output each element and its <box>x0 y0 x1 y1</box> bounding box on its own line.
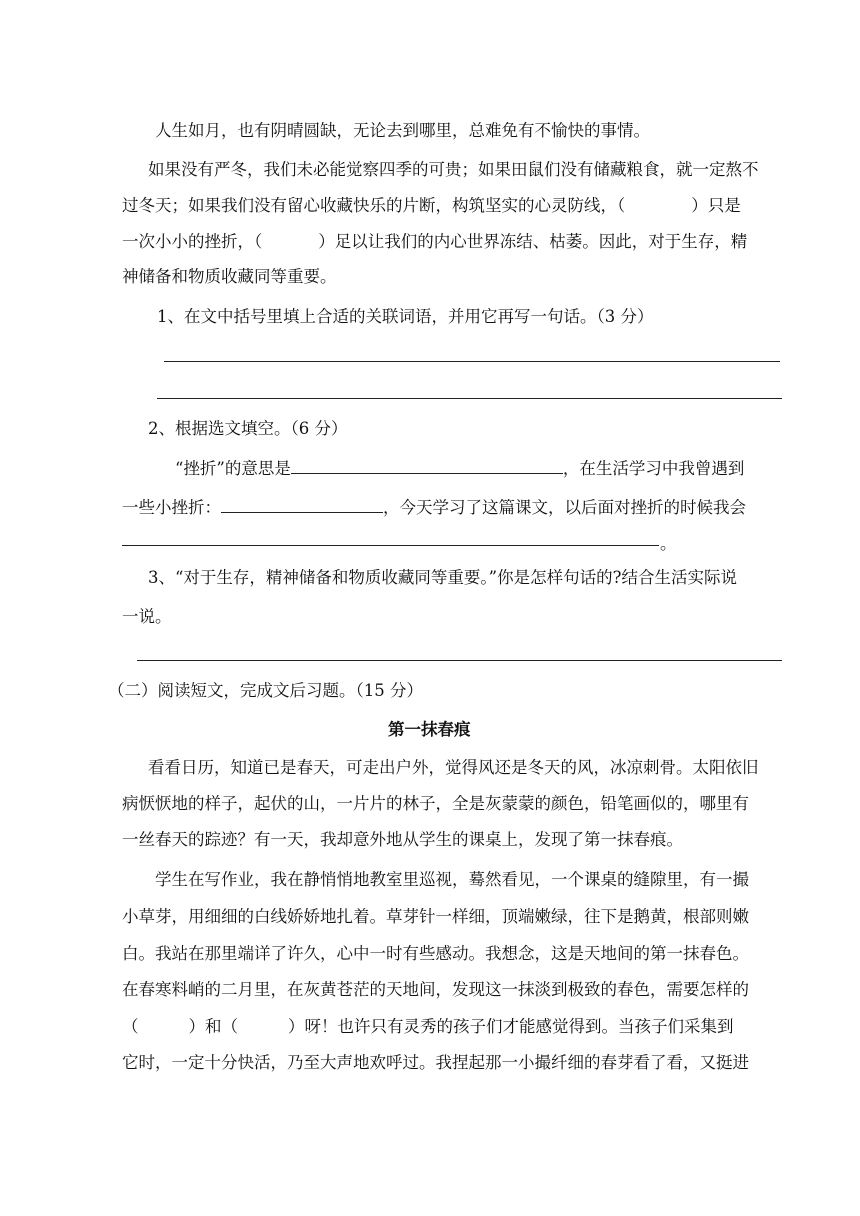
article-p2-line5 <box>122 1016 734 1038</box>
passage1-line3-text-a: 一次小小的挫折，（ <box>122 232 263 251</box>
article-line5-text-b: ）和（ <box>188 1017 238 1036</box>
answer-line-q1-2[interactable] <box>157 398 782 399</box>
passage1-paragraph2-line4: 神储备和物质收藏同等重要。 <box>122 267 337 286</box>
question-2-line1 <box>175 456 744 480</box>
article-line5-text-c: ）呀！也许只有灵秀的孩子们才能感觉得到。当孩子们采集到 <box>288 1017 734 1036</box>
question-3-line1: 3、“对于生存，精神储备和物质收藏同等重要。”你是怎样句话的?结合生活实际说 <box>148 568 737 587</box>
question-2-text: 2、根据选文填空。（6 分） <box>148 419 348 438</box>
passage1-line2-text-b: ）只是 <box>691 196 741 215</box>
section-2-heading: （二）阅读短文，完成文后习题。（15 分） <box>108 681 423 700</box>
question-3-line2: 一说。 <box>122 607 172 626</box>
answer-line-q3[interactable] <box>137 660 782 661</box>
article-p2-line3: 白。我站在那里端详了许久，心中一时有些感动。我想念，这是天地间的第一抹春色。 <box>122 944 749 963</box>
answer-line-q2-3[interactable] <box>122 545 659 546</box>
passage1-line2-text-a: 过冬天；如果我们没有留心收藏快乐的片断，构筑坚实的心灵防线，（ <box>122 196 626 215</box>
article-p1-line2: 病恹恹地的样子，起伏的山，一片片的林子，全是灰蒙蒙的颜色，铅笔画似的，哪里有 <box>122 794 749 813</box>
passage1-paragraph2-line1: 如果没有严冬，我们未必能觉察四季的可贵；如果田鼠们没有储藏粮食，就一定熬不 <box>148 160 759 179</box>
q2-line2-text-a: 一些小挫折： <box>122 498 221 517</box>
passage1-line3-text-b: ）足以让我们的内心世界冻结、枯萎。因此，对于生存，精 <box>318 232 748 251</box>
article-p2-line2: 小草芽，用细细的白线娇娇地扎着。草芽针一样细，顶端嫩绿，往下是鹅黄，根部则嫩 <box>122 907 749 926</box>
article-p2-line4: 在春寒料峭的二月里，在灰黄苍茫的天地间，发现这一抹淡到极致的春色，需要怎样的 <box>122 980 749 999</box>
q2-line2-text-b: ，今天学习了这篇课文，以后面对挫折的时候我会 <box>383 498 746 517</box>
answer-blank-meaning[interactable] <box>291 456 563 474</box>
article-p2-line6: 它时，一定十分快活，乃至大声地欢呼过。我捏起那一小撮纤细的春芽看了看，又挺进 <box>122 1053 749 1072</box>
question-1-text: 1、在文中括号里填上合适的关联词语，并用它再写一句话。（3 分） <box>157 307 654 326</box>
question-2-line3-end: 。 <box>660 534 677 553</box>
answer-line-q1-1[interactable] <box>164 361 780 362</box>
article-p2-line1: 学生在写作业，我在静悄悄地教室里巡视，蓦然看见，一个课桌的缝隙里，有一撮 <box>155 870 749 889</box>
passage1-paragraph2-line3 <box>122 231 747 253</box>
q2-line1-text-a: “挫折”的意思是 <box>175 459 291 478</box>
q2-line1-text-b: ，在生活学习中我曾遇到 <box>562 459 745 478</box>
article-title: 第一抹春痕 <box>388 720 471 739</box>
question-2-line2 <box>122 495 746 519</box>
article-line5-paren-open: （ <box>122 1017 139 1036</box>
article-p1-line3: 一丝春天的踪迹？有一天，我却意外地从学生的课桌上，发现了第一抹春痕。 <box>122 830 683 849</box>
article-p1-line1: 看看日历，知道已是春天，可走出户外，觉得风还是冬天的风，冰凉刺骨。太阳依旧 <box>148 758 759 777</box>
passage1-paragraph1: 人生如月，也有阴晴圆缺，无论去到哪里，总难免有不愉快的事情。 <box>155 121 650 140</box>
passage1-paragraph2-line2 <box>122 195 741 217</box>
answer-blank-frustration[interactable] <box>221 495 383 513</box>
